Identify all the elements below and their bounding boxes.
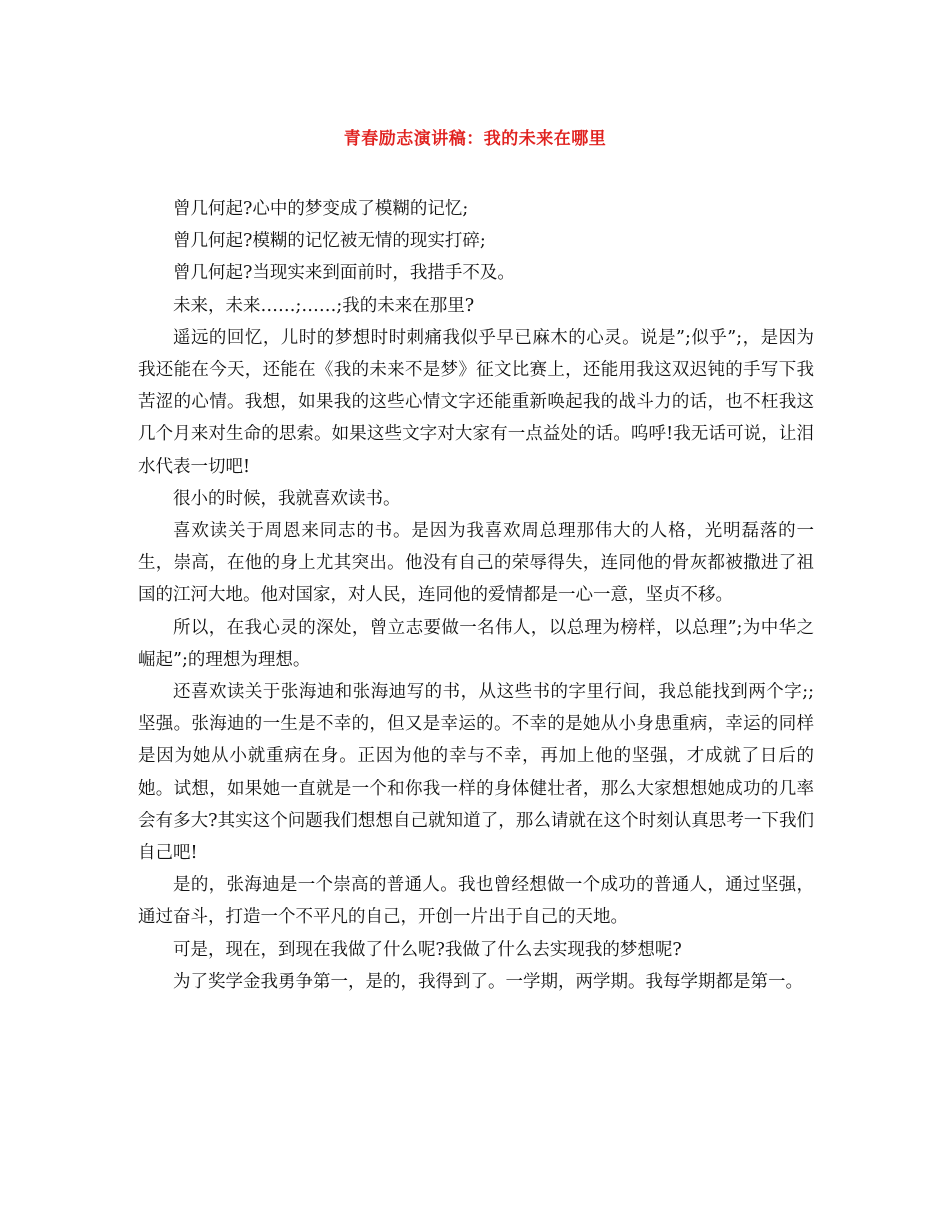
paragraph: 曾几何起?当现实来到面前时，我措手不及。 xyxy=(173,263,515,284)
paragraph: 遥远的回忆，儿时的梦想时时刺痛我似乎早已麻木的心灵。说是”;似乎”;，是因为我还能在今天，还能在《我的未来不是梦》征文比赛上，还能用我这双迟钝的手写下我苦涩的心情。我想，如果我的这些心情文字还能重新唤起我的战斗力的话，也不枉我这几个月来对生命的思索。如果这些文字对大家有一点益处的话。呜呼!我无话可说，让泪水代表一切吧! xyxy=(138,327,814,477)
paragraph: 曾几何起?模糊的记忆被无情的现实打碎; xyxy=(173,231,486,252)
paragraph: 很小的时候，我就喜欢读书。 xyxy=(173,488,401,509)
paragraph: 可是，现在，到现在我做了什么呢?我做了什么去实现我的梦想呢? xyxy=(173,939,682,960)
paragraph: 为了奖学金我勇争第一，是的，我得到了。一学期，两学期。我每学期都是第一。 xyxy=(173,971,803,992)
paragraph: 所以，在我心灵的深处，曾立志要做一名伟人，以总理为榜样，以总理”;为中华之崛起”;的理想为理想。 xyxy=(138,617,814,670)
paragraph: 喜欢读关于周恩来同志的书。是因为我喜欢周总理那伟大的人格，光明磊落的一生，崇高，在他的身上尤其突出。他没有自己的荣辱得失，连同他的骨灰都被撒进了祖国的江河大地。他对国家，对人民，连同他的爱情都是一心一意，坚贞不移。 xyxy=(138,521,814,606)
paragraph: 未来，未来……;……;我的未来在那里? xyxy=(173,295,475,316)
paragraph: 还喜欢读关于张海迪和张海迪写的书，从这些书的字里行间，我总能找到两个字;;坚强。张海迪的一生是不幸的，但又是幸运的。不幸的是她从小身患重病，幸运的同样是因为她从小就重病在身。正因为他的幸与不幸，再加上他的坚强，才成就了日后的她。试想，如果她一直就是一个和你我一样的身体健壮者，那么大家想想她成功的几率会有多大?其实这个问题我们想想自己就知道了，那么请就在这个时刻认真思考一下我们自己吧! xyxy=(138,682,814,864)
paragraph: 曾几何起?心中的梦变成了模糊的记忆; xyxy=(173,199,469,219)
document-body xyxy=(138,193,814,998)
document-title: 青春励志演讲稿：我的未来在哪里 xyxy=(343,129,607,149)
paragraph: 是的，张海迪是一个崇高的普通人。我也曾经想做一个成功的普通人，通过坚强，通过奋斗，打造一个不平凡的自己，开创一片出于自己的天地。 xyxy=(138,875,814,928)
